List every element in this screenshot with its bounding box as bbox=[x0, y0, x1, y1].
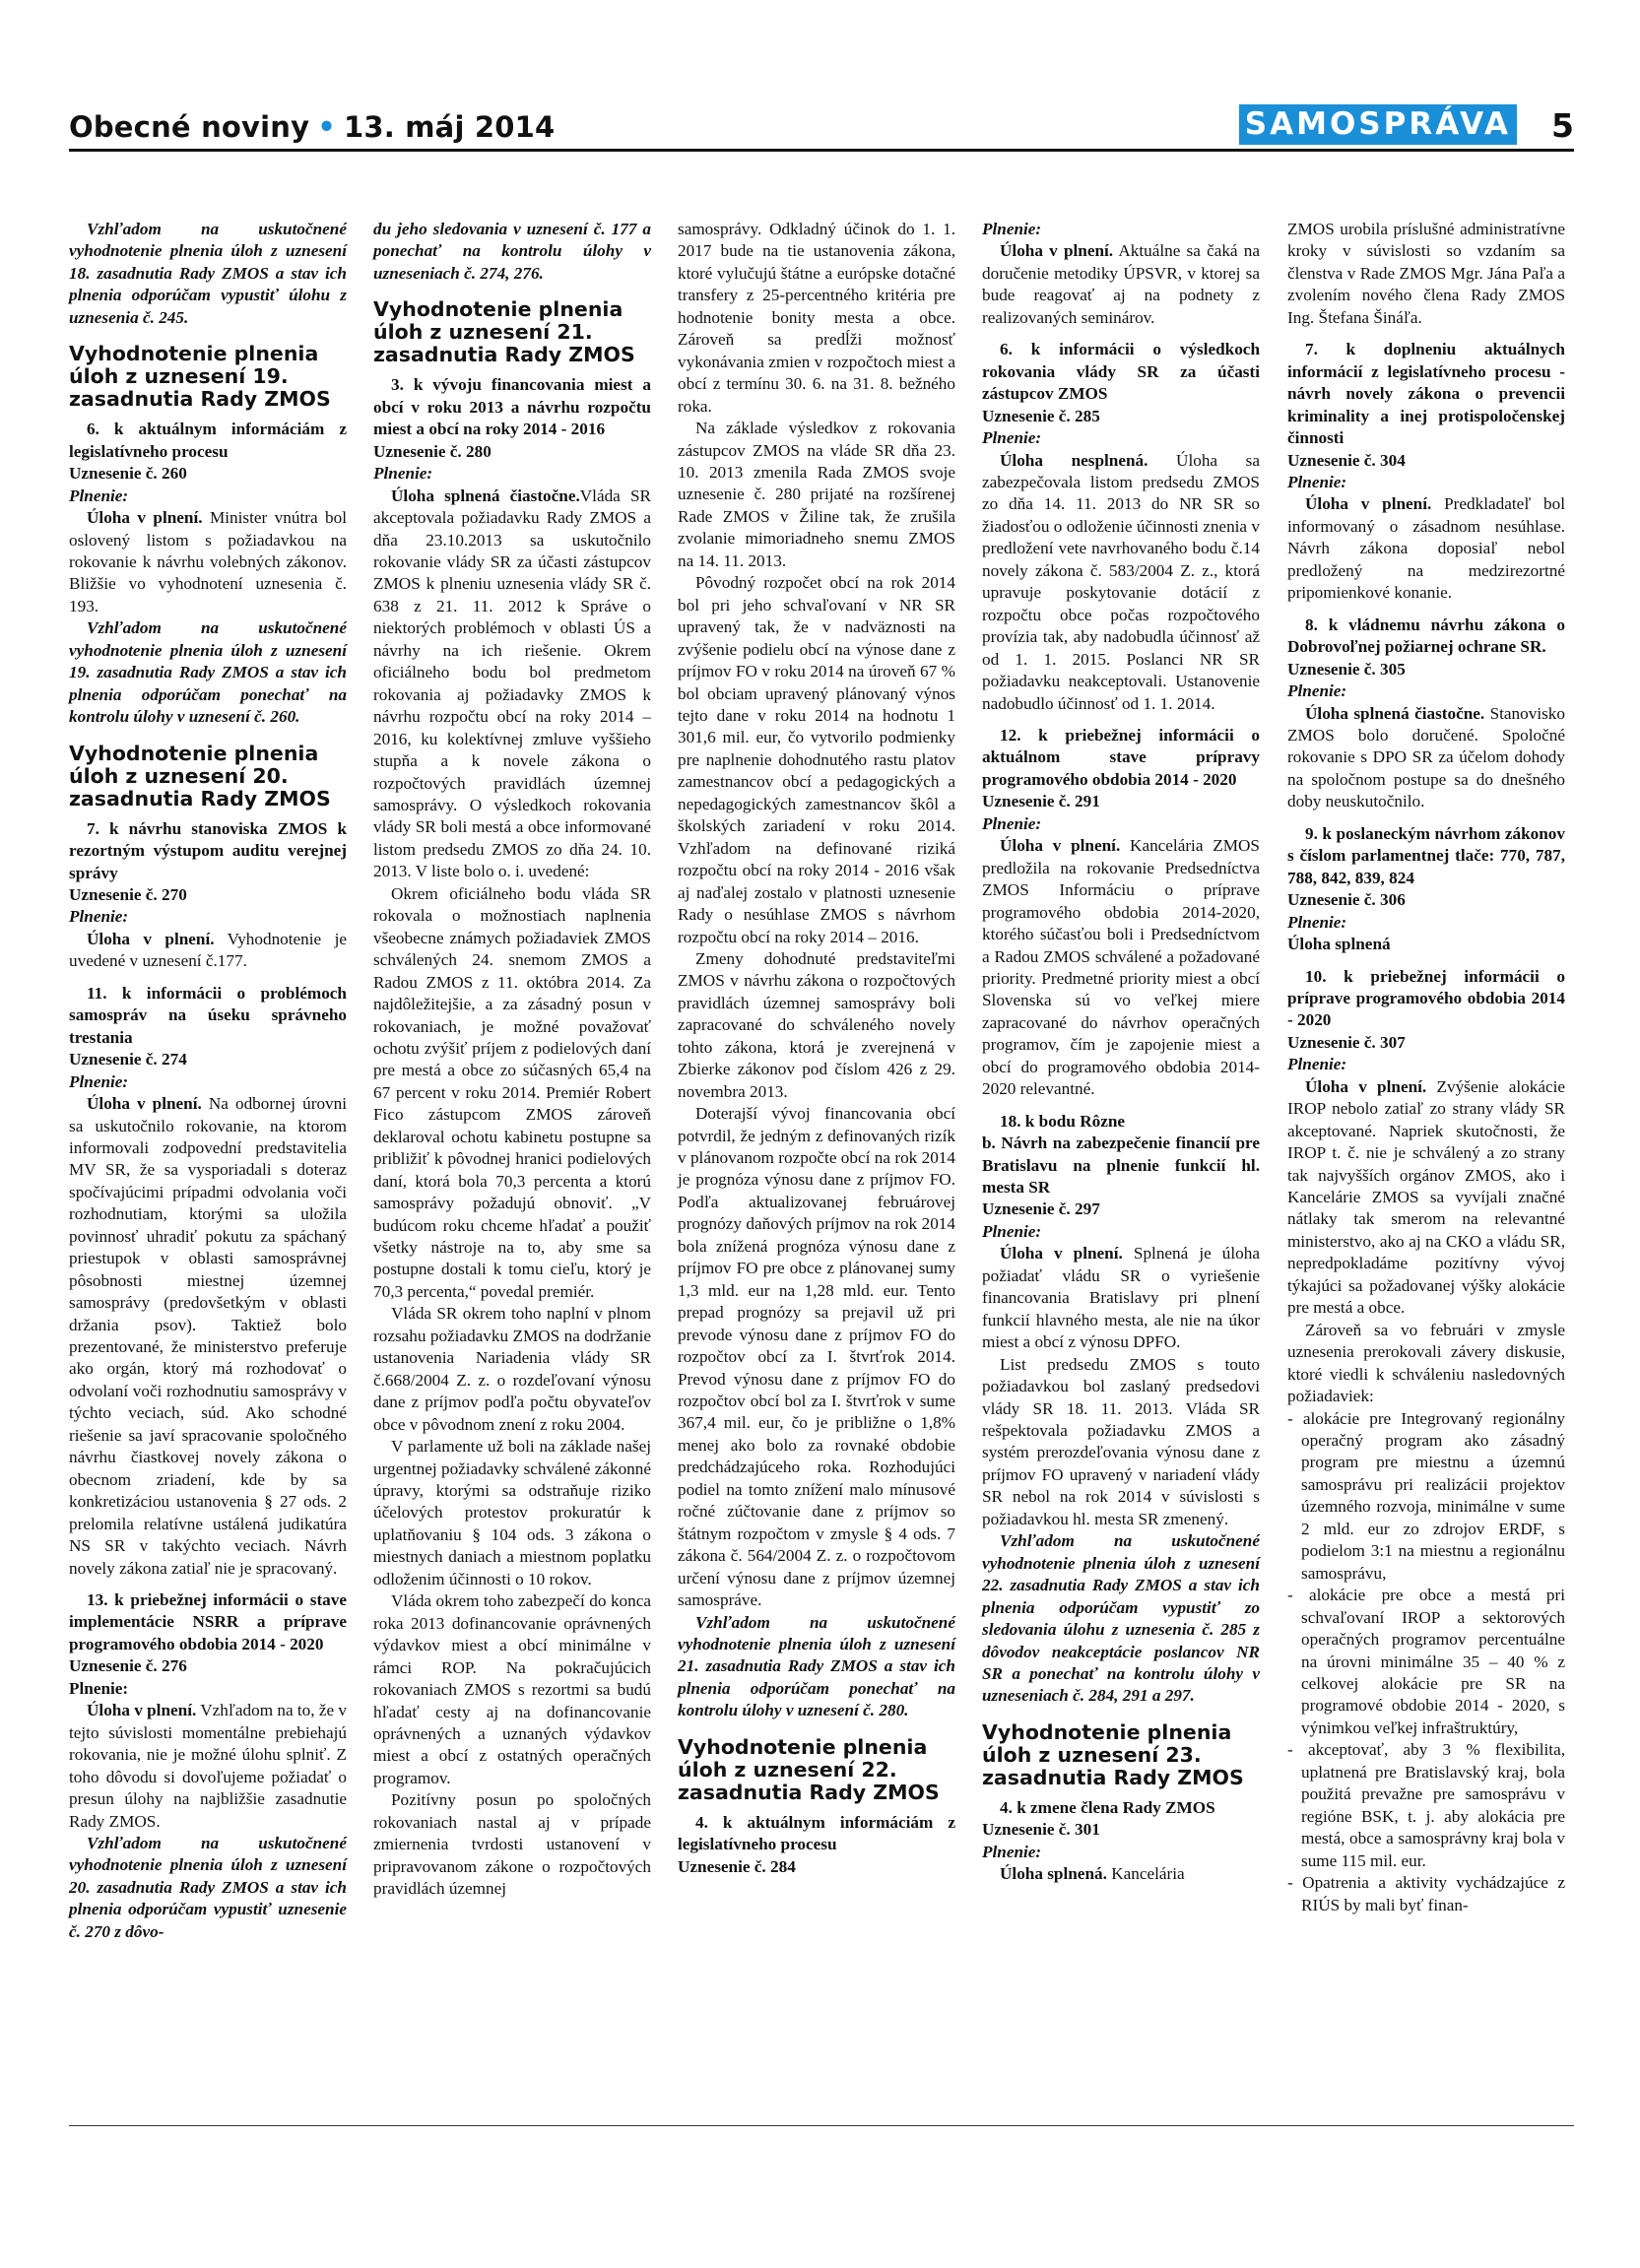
item-heading: 3. k vývoju financovania miest a obcí v roku 2013 a návrhu rozpočtu miest a obcí na roky 2014 - 2016 bbox=[373, 375, 651, 439]
paragraph bbox=[982, 1243, 1260, 1353]
column-4 bbox=[982, 219, 1260, 1886]
issue-date: 13. máj 2014 bbox=[344, 110, 556, 144]
body-text: Predkladateľ bol informovaný o zásadnom nesúhlase. Návrh zákona doposiaľ nebol predložený na medzirezortné pripomienkové konanie. bbox=[1287, 494, 1566, 603]
resolution-number: Uznesenie č. 260 bbox=[69, 464, 187, 484]
paragraph: Pozitívny posun po spoločných rokovaniach nastal aj v prípade zmiernenia tvrdosti ustanovení v pripravovanom zákone o rozpočtových pravidlách územnej bbox=[373, 1790, 651, 1899]
paragraph: samosprávy. Odkladný účinok do 1. 1. 2017 bude na tie ustanovenia zákona, ktoré vylučujú štátne a európske dotačné transfery z 25-percentného kritéria pre hodnotenie bonity mesta a obce. Zároveň sa predĺži možnosť vykonávania zmien v rozpočtoch miest a obcí z termínu 30. 6. na 31. 8. bežného roka. bbox=[678, 220, 955, 416]
paragraph: Pôvodný rozpočet obcí na rok 2014 bol pri jeho schvaľovaní v NR SR upravený tak, že v nadväznosti na zvýšenie podielu obcí na výnose dane z príjmov FO v roku 2014 na úroveň 67 % bol obciam upravený plánovaný výnos tejto dane v roku 2014 na hodnotu 1 301,6 mil. eur, čo vytvorilo podmienky pre naplnenie dohodnutého rastu platov zamestnancov obcí a pedagogických a nepedagogických zamestnancov škôl a školských zariadení v roku 2014. Vzhľadom na definované riziká rozpočtu obcí na roky 2014 - 2016 však aj naďalej zostalo v platnosti uznesenie Rady o nesúhlase ZMOS s návrhom rozpočtu obcí na roky 2014 – 2016. bbox=[678, 573, 955, 946]
paragraph: Vzhľadom na uskutočnené vyhodnotenie plnenia úloh z uznesení 22. zasadnutia Rady ZMOS a stav ich plnenia odporúčam vypustiť zo sledovania úlohu z uznesenia č. 285 z dôvodov neakceptácie poslancov NR SR a ponechať na kontrolu úlohy v uzneseniach č. 284, 291 a 297. bbox=[982, 1531, 1260, 1706]
status-text: Úloha v plnení. bbox=[87, 929, 215, 948]
status-text: Úloha splnená čiastočne. bbox=[1305, 703, 1485, 723]
resolution-number: Uznesenie č. 285 bbox=[982, 406, 1100, 425]
paragraph bbox=[69, 1093, 347, 1580]
fulfillment-label: Plnenie: bbox=[982, 1842, 1042, 1861]
status-text: Úloha v plnení. bbox=[1305, 1076, 1427, 1096]
fulfillment-label: Plnenie: bbox=[982, 813, 1042, 833]
paragraph: Zároveň sa vo februári v zmysle uznesenia prerokovali závery diskusie, ktoré viedli k schváleniu nasledovných požiadaviek: bbox=[1287, 1320, 1565, 1406]
paragraph: Vzhľadom na uskutočnené vyhodnotenie plnenia úloh z uznesení 18. zasadnutia Rady ZMOS a stav ich plnenia odporúčam vypustiť úlohu z uznesenia č. 245. bbox=[69, 220, 347, 327]
paragraph bbox=[1287, 703, 1565, 813]
body-text: Na odbornej úrovni sa uskutočnilo rokovanie, na ktorom informovali zodpovední predstavitelia MV SR, že sa vysporiadali s doteraz spočívajúcimi prípadmi odvolania voči rozhodnutiam, ktorými sa uložila povinnosť uhradiť pokutu za spáchaný priestupok v oblasti samosprávnej pôsobnosti miestnej územnej samosprávy (predovšetkým v oblasti držania psov). Taktiež bolo prezentované, že ministerstvo preferuje ako orgán, ktorý má rozhodovať o odvolaní voči rozhodnutiu samosprávy v týchto veciach, súd. Ako schodné riešenie sa javí spracovanie spoločného návrhu čiastkovej novely zákona o obecnom zriadení, kde by sa konkretizáciou ustanovenia § 27 ods. 2 prelomila relatívne ustálená judikatúra NS SR v takýchto veciach. Návrh novely zákona zatiaľ nie je spracovaný. bbox=[69, 1094, 348, 1578]
column-2 bbox=[373, 219, 651, 1901]
fulfillment-label: Plnenie: bbox=[373, 464, 433, 484]
paragraph bbox=[982, 1863, 1260, 1885]
section-heading: Vyhodnotenie plnenia úloh z uznesení 22. zasadnutia Rady ZMOS bbox=[678, 1734, 940, 1804]
item-heading: 13. k priebežnej informácii o stave implementácie NSRR a príprave programového obdobia 2014 - 2020 bbox=[69, 1590, 347, 1653]
paragraph bbox=[982, 240, 1260, 329]
fulfillment-label: Plnenie: bbox=[1287, 1055, 1347, 1074]
resolution-number: Uznesenie č. 284 bbox=[678, 1856, 796, 1876]
column-1 bbox=[69, 219, 347, 1943]
paragraph: Doterajší vývoj financovania obcí potvrdil, že jedným z definovaných rizík v plánovanom rozpočte obcí na rok 2014 je prognóza výnosu dane z príjmov FO. Podľa aktualizovanej februárovej prognózy daňových príjmov na rok 2014 bola znížená prognóza výnosu dane z príjmov FO pre obce z plánovanej sumy 1,3 mld. eur na 1,28 mld. eur. Tento prepad prognózy sa prejavil už pri prevode výnosu dane z príjmov FO do rozpočtov obcí za I. štvrťrok 2014. Prevod výnosu dane z príjmov FO do rozpočtov obcí bol za I. štvrťrok v sume 367,4 mil. eur, čo je približne o 1,8% menej ako bolo za rovnaké obdobie predchádzajúceho roka. Rozhodujúci podiel na tomto znížení malo mínusové ročné zúčtovanie dane z príjmov so štátnym rozpočtom v zmysle § 4 ods. 7 zákona č. 564/2004 Z. z. o rozpočtovom určení výnosu dane z príjmov územnej samospráve. bbox=[678, 1104, 955, 1610]
item-heading: 18. k bodu Rôzne bbox=[1000, 1111, 1126, 1131]
fulfillment-label: Plnenie: bbox=[69, 907, 129, 927]
resolution-number: Uznesenie č. 280 bbox=[373, 441, 492, 461]
paragraph bbox=[69, 929, 347, 973]
resolution-number: Uznesenie č. 304 bbox=[1287, 450, 1406, 470]
resolution-number: Uznesenie č. 274 bbox=[69, 1050, 187, 1069]
paragraph: Vláda okrem toho zabezpečí do konca roka 2013 dofinancovanie oprávnených výdavkov miest a obcí minimálne v rámci ROP. Na pokračujúcich rokovaniach ZMOS s rezortmi sa budú hľadať cesty aj na dofinancovanie oprávnených a uznaných výdavkov miest a obcí z ostatných operačných programov. bbox=[373, 1591, 651, 1787]
fulfillment-label: Plnenie: bbox=[69, 1678, 129, 1698]
separator-dot: • bbox=[317, 110, 336, 144]
body-text: Kancelária ZMOS predložila na rokovanie Predsedníctva ZMOS Informáciu o príprave programového obdobia 2014-2020, ktorého súčasťou boli i Predsedníctvom a Radou ZMOS schválené a požadované priority. Predmetné priority miest a obcí Slovenska sú vo veľkej miere zapracované do návrhov operačných programov, čím je zapojenie miest a obcí do programového obdobia 2014-2020 relevantné. bbox=[982, 836, 1260, 1099]
paragraph bbox=[1287, 493, 1565, 604]
paragraph: V parlamente už boli na základe našej urgentnej požiadavky schválené zákonné úpravy, ktorými sa odstraňuje riziko účelových protestov prokuratúr k uplatňovaniu § 104 ods. 3 zákona o miestnych daniach a miestnom poplatku odloženim účinnosti o 10 rokov. bbox=[373, 1437, 651, 1588]
status-text: Úloha splnená čiastočne. bbox=[391, 486, 580, 505]
paper-name: Obecné noviny bbox=[69, 110, 310, 144]
paragraph: Vzhľadom na uskutočnené vyhodnotenie plnenia úloh z uznesení 20. zasadnutia Rady ZMOS a stav ich plnenia odporúčam vypustiť uznesenie č. 270 z dôvo- bbox=[69, 1834, 347, 1941]
list-item: - alokácie pre obce a mestá pri schvaľovaní IROP a sektorových operačných programov percentuálne na úrovni minimálne 35 – 40 % z celkovej alokácie pre SR na programové obdobie 2014 - 2020, s výnimkou veľkej infraštruktúry, bbox=[1287, 1586, 1565, 1737]
status-text: Úloha v plnení. bbox=[1305, 494, 1432, 514]
resolution-number: Uznesenie č. 276 bbox=[69, 1656, 187, 1676]
page-header bbox=[69, 102, 1574, 150]
section-heading: Vyhodnotenie plnenia úloh z uznesení 20. zasadnutia Rady ZMOS bbox=[69, 741, 331, 810]
paragraph bbox=[69, 1700, 347, 1833]
paragraph: List predsedu ZMOS s touto požiadavkou bol zaslaný predsedovi vlády SR 18. 11. 2013. Vláda SR rešpektovala požiadavku ZMOS a systém prerozdeľovania výnosu dane z príjmov FO upravený v nariadení vlády SR nebol na rok 2014 v súvislosti s požiadavkou hl. mesta SR zmenený. bbox=[982, 1354, 1260, 1528]
resolution-number: Uznesenie č. 291 bbox=[982, 792, 1100, 811]
resolution-number: Uznesenie č. 306 bbox=[1287, 890, 1406, 910]
resolution-number: Uznesenie č. 307 bbox=[1287, 1032, 1406, 1052]
body-text: Úloha sa zabezpečovala listom predsedu ZMOS zo dňa 14. 11. 2013 do NR SR so žiadosťou o odloženie účinnosti znenia v predložení vete navrhovaného bodu č.14 novely zákona č. 583/2004 Z. z., ktorá upravuje poskytovanie dotácií z rozpočtu obce počas rozpočtového provízia tak, aby nadobudla účinnosť až od 1. 1. 2015. Poslanci NR SR požiadavku neakceptovali. Ustanovenie nadobudlo účinnosť od 1. 1. 2014. bbox=[982, 450, 1261, 713]
status-text: Úloha splnená bbox=[1287, 935, 1391, 954]
item-heading: 4. k zmene člena Rady ZMOS bbox=[1000, 1797, 1215, 1817]
body-text: Zvýšenie alokácie IROP nebolo zatiaľ zo strany vlády SR akceptované. Napriek skutočnosti, že IROP t. č. nie je schválený a zo strany tak najvyšších orgánov ZMOS, ako i Kancelárie ZMOS sa vyvíjali značné nátlaky tak smerom na relevantné ministerstvo, ako aj na CKO a vládu SR, nepredpokladáme pozitívny vývoj týkajúci sa požadovanej výšky alokácie pre mestá a obce. bbox=[1287, 1076, 1565, 1318]
fulfillment-label: Plnenie: bbox=[982, 428, 1042, 448]
fulfillment-label: Plnenie: bbox=[982, 1221, 1042, 1241]
item-heading: 4. k aktuálnym informáciám z legislatívneho procesu bbox=[678, 1812, 955, 1854]
paragraph bbox=[69, 507, 347, 617]
paragraph: Okrem oficiálneho bodu vláda SR rokovala o možnostiach naplnenia všeobecne známych požiadaviek ZMOS schválených 24. snemom ZMOS a Radou ZMOS z 11. októbra 2014. Za najdôležitejšie, a za zásadný posun v rokovaniach, je možné považovať ochotu zvýšiť príjem z podielových daní pre mestá a obce zo súčasných 65,4 na 67 percent v roku 2014. Premiér Robert Fico zástupcom ZMOS zároveň deklaroval ochotu kabinetu postupne sa približiť k pôvodnej hranici podielových daní, ktorá bola 70,3 percenta a ktorú samosprávy požadujú obnoviť. „V budúcom roku chceme hľadať a použiť všetky nástroje na to, aby sme sa postupne dostali k tomu cieľu, ktorý je 70,3 percenta,“ povedal premiér. bbox=[373, 883, 651, 1301]
paragraph bbox=[982, 835, 1260, 1100]
status-text: Úloha v plnení. bbox=[87, 1701, 197, 1720]
section-heading: Vyhodnotenie plnenia úloh z uznesení 19. zasadnutia Rady ZMOS bbox=[69, 342, 331, 412]
header-rule bbox=[69, 149, 1574, 152]
item-subheading: b. Návrh na zabezpečenie financií pre Bratislavu na plnenie funkcií hl. mesta SR bbox=[982, 1134, 1260, 1198]
item-heading: 9. k poslaneckým návrhom zákonov s číslom parlamentnej tlače: 770, 787, 788, 842, 839, 824 bbox=[1287, 823, 1565, 887]
body-text: Minister vnútra bol oslovený listom s požiadavkou na rokovanie k návrhu volebných zákonov. Bližšie vo vyhodnotení uznesenia č. 193. bbox=[69, 508, 347, 616]
resolution-number: Uznesenie č. 270 bbox=[69, 884, 187, 904]
body-text: Vzhľadom na to, že v tejto súvislosti momentálne prebiehajú rokovania, nie je možné úlohu splniť. Z toho dôvodu si dovoľujeme požiadať o presun úlohy na najbližšie zasadnutie Rady ZMOS. bbox=[69, 1701, 347, 1831]
fulfillment-label: Plnenie: bbox=[69, 1071, 129, 1091]
paragraph: Vzhľadom na uskutočnené vyhodnotenie plnenia úloh z uznesení 21. zasadnutia Rady ZMOS a stav ich plnenia odporúčam ponechať na kontrolu úlohy v uznesení č. 280. bbox=[678, 1612, 955, 1720]
paragraph: ZMOS urobila príslušné administratívne kroky v súvislosti so vzdaním sa členstva v Rade ZMOS Mgr. Jána Paľa a zvolením nového člena Rady ZMOS Ing. Štefana Šináľa. bbox=[1287, 220, 1565, 327]
body-text: Vláda SR akceptovala požiadavku Rady ZMOS a dňa 23.10.2013 sa uskutočnilo rokovanie vlády SR za účasti zástupcov ZMOS k plneniu uznesenia vlády SR č. 638 z 21. 11. 2012 k Správe o niektorých problémoch v oblasti ÚS a návrhy na ich riešenie. Okrem oficiálneho bodu bol predmetom rokovania aj požiadavky ZMOS k návrhu rozpočtu obcí na roky 2014 – 2016, ku kolektívnej zmluve vyššieho stupňa a k novele zákona o rozpočtových pravidlách územnej samosprávy. O výsledkoch rokovania vlády SR boli mestá a obce informované listom predsedu ZMOS zo dňa 24. 10. 2013. V liste bolo o. i. uvedené: bbox=[373, 486, 651, 881]
status-text: Úloha splnená. bbox=[1000, 1864, 1107, 1884]
paragraph bbox=[1287, 1076, 1565, 1320]
item-heading: 7. k doplneniu aktuálnych informácií z legislatívneho procesu - návrh novely zákona o prevencii kriminality a inej protispoločenskej činnosti bbox=[1287, 340, 1565, 448]
fulfillment-label: Plnenie: bbox=[1287, 912, 1347, 932]
paragraph bbox=[982, 450, 1260, 715]
status-text: Úloha nesplnená. bbox=[1000, 450, 1148, 470]
masthead bbox=[69, 110, 555, 144]
status-text: Úloha v plnení. bbox=[1000, 1244, 1123, 1264]
list-item: - Opatrenia a aktivity vychádzajúce z RIÚS by mali byť finan- bbox=[1287, 1873, 1565, 1914]
status-text: Úloha v plnení. bbox=[1000, 241, 1114, 261]
list-item: - akceptovať, aby 3 % flexibilita, uplatnená pre Bratislavský kraj, bola použitá prevažne pre samosprávu v regióne BSK, t. j. aby alokácia pre mestá, obce a samosprávny kraj bola v sume 115 mil. eur. bbox=[1287, 1740, 1565, 1870]
body-text: Aktuálne sa čaká na doručenie metodiky ÚPSVR, v ktorej sa bude reagovať aj na podnety z realizovaných seminárov. bbox=[982, 241, 1260, 327]
fulfillment-label: Plnenie: bbox=[1287, 681, 1347, 701]
section-tag: SAMOSPRÁVA bbox=[1239, 104, 1517, 145]
fulfillment-label: Plnenie: bbox=[1287, 472, 1347, 491]
fulfillment-label: Plnenie: bbox=[69, 486, 129, 505]
body-text: Stanovisko ZMOS bolo doručené. Spoločné rokovanie s DPO SR za účelom dohody na spoločnom postupe sa do dnešného doby neuskutočnilo. bbox=[1287, 703, 1565, 811]
status-text: Úloha v plnení. bbox=[1000, 836, 1121, 856]
body-text: Kancelária bbox=[1106, 1864, 1185, 1884]
section-heading: Vyhodnotenie plnenia úloh z uznesení 21. zasadnutia Rady ZMOS bbox=[373, 297, 635, 367]
paragraph: Vzhľadom na uskutočnené vyhodnotenie plnenia úloh z uznesení 19. zasadnutia Rady ZMOS a stav ich plnenia odporúčam ponechať na kontrolu úlohy v uznesení č. 260. bbox=[69, 618, 347, 727]
resolution-number: Uznesenie č. 297 bbox=[982, 1199, 1100, 1219]
list-item: - alokácie pre Integrovaný regionálny operačný program ako zásadný program pre miestnu a územnú samosprávu pri realizácii projektov územného rozvoja, minimálne v sume 2 mld. eur zo zdrojov ERDF, s podielom 3:1 na miestnu a regionálnu samosprávu, bbox=[1287, 1408, 1565, 1583]
resolution-number: Uznesenie č. 301 bbox=[982, 1820, 1100, 1840]
paragraph: Zmeny dohodnuté predstaviteľmi ZMOS v návrhu zákona o rozpočtových pravidlách územnej samosprávy boli zapracované do schváleného novely tohto zákona, ktorá je zverejnená v Zbierke zákonov pod číslom 426 z 29. novembra 2013. bbox=[678, 948, 955, 1101]
resolution-number: Uznesenie č. 305 bbox=[1287, 659, 1406, 679]
item-heading: 7. k návrhu stanoviska ZMOS k rezortným výstupom auditu verejnej správy bbox=[69, 818, 347, 882]
item-heading: 6. k aktuálnym informáciám z legislatívneho procesu bbox=[69, 420, 347, 461]
status-text: Úloha v plnení. bbox=[87, 508, 203, 528]
section-heading: Vyhodnotenie plnenia úloh z uznesení 23. zasadnutia Rady ZMOS bbox=[982, 1719, 1244, 1789]
footer-rule bbox=[69, 2125, 1574, 2126]
paragraph bbox=[373, 486, 651, 883]
body-text: Vyhodnotenie je uvedené v uznesení č.177. bbox=[69, 929, 347, 971]
column-5 bbox=[1287, 219, 1565, 1916]
fulfillment-label: Plnenie: bbox=[982, 220, 1042, 238]
body-text: Splnená je úloha požiadať vládu SR o vyriešenie financovania Bratislavy pri plnení funkcií hlavného mesta, ale nie na úkor miest a obcí z výnosu DPFO. bbox=[982, 1244, 1260, 1352]
item-heading: 12. k priebežnej informácii o aktuálnom stave prípravy programového obdobia 2014 - 2020 bbox=[982, 725, 1260, 789]
page-number: 5 bbox=[1551, 106, 1574, 145]
item-heading: 6. k informácii o výsledkoch rokovania vlády SR za účasti zástupcov ZMOS bbox=[982, 340, 1260, 404]
paragraph: Vláda SR okrem toho naplní v plnom rozsahu požiadavku ZMOS na dodržanie ustanovenia Nariadenia vlády SR č.668/2004 Z. z. o rozdeľovaní výnosu dane z príjmov podľa počtu obyvateľov obce v pôvodnom znení z roku 2004. bbox=[373, 1304, 651, 1434]
status-text: Úloha v plnení. bbox=[87, 1094, 202, 1114]
column-3 bbox=[678, 219, 955, 1878]
item-heading: 10. k priebežnej informácii o príprave programového obdobia 2014 - 2020 bbox=[1287, 966, 1565, 1030]
item-heading: 8. k vládnemu návrhu zákona o Dobrovoľnej požiarnej ochrane SR. bbox=[1287, 615, 1565, 657]
paragraph: du jeho sledovania v uznesení č. 177 a ponechať na kontrolu úlohy v uzneseniach č. 274, 276. bbox=[373, 220, 651, 283]
item-heading: 11. k informácii o problémoch samospráv na úseku správneho trestania bbox=[69, 983, 347, 1047]
paragraph: Na základe výsledkov z rokovania zástupcov ZMOS na vláde SR dňa 23. 10. 2013 zmenila Rada ZMOS svoje uznesenie č. 280 prijaté na rozšírenej Rade ZMOS v Žiline tak, že zrušila zvolanie mimoriadneho snemu ZMOS na 14. 11. 2013. bbox=[678, 419, 955, 570]
